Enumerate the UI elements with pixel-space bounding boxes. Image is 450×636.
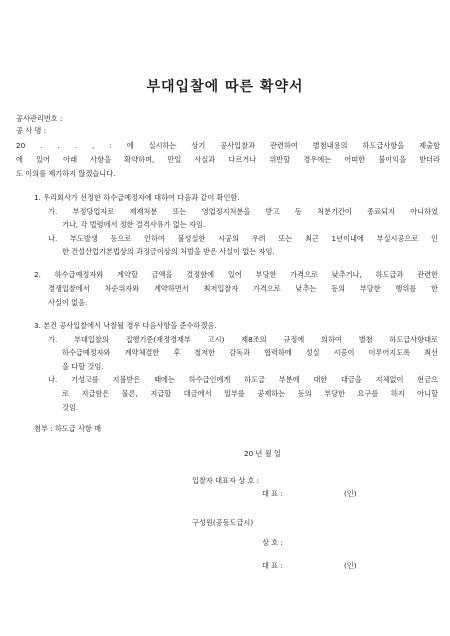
section-1-heading: 1. 우리회사가 선정한 하수급예정자에 대하여 다음과 같이 확인함. <box>34 193 240 202</box>
member-group-label: 구성원(공동도급시) <box>192 518 254 527</box>
intro-line-2: 에 있어 아래 사항을 확약하며, 만일 사실과 다르거나 위반할 경우에는 어떠한 불이익을 받더라 <box>16 155 440 164</box>
attachment-line: 첨부 : 하도급 사항 매 <box>34 424 102 433</box>
representative-label: 대 표 : <box>262 489 283 498</box>
section-3-item-a-line-1: 가. 부대입찰의 집행기준(재정경제부 고시) 제8조의 규정에 의하여 별첨 하도급사항대로 <box>48 335 438 344</box>
section-2-line-2: 경쟁입찰에서 차순위자와 계약하면서 최저입찰자 가격으로 낮추는 등의 부당한 행위를 한 <box>48 284 438 293</box>
contract-name-label: 공 사 명 : <box>16 126 47 135</box>
section-3-item-a-line-3: 을 다할 것임. <box>62 362 104 371</box>
intro-line-1: 20 . . . , : 에 실시하는 상기 공사입찰과 관련하여 별첨내용의 하도급사항을 제출함 <box>16 141 440 150</box>
date-line: 20 년 월 일 <box>244 449 281 458</box>
section-3-item-b-line-1: 나. 기성고를 지불받은 때에는 하수급인에게 하도급 부분에 대한 대금을 지체없이 현금으 <box>48 375 438 384</box>
section-3-item-a-line-2: 하수급예정자와 계약체결한 후 철저한 감독과 협력하에 성실 시공이 이루어지도록 최선 <box>62 348 438 357</box>
representative-2-label: 대 표 : <box>262 561 283 570</box>
intro-line-3: 도 이의를 제기하지 않겠습니다. <box>16 169 116 178</box>
seal-mark-2: (인) <box>344 561 357 570</box>
section-1-item-b-line-2: 한 건설산업기본법상의 과징금이상의 처벌을 받은 사실이 없는 자임. <box>62 247 275 256</box>
section-2-line-3: 사실이 없음. <box>48 298 88 307</box>
section-1-item-b-line-1: 나. 부도발생 등으로 인하여 불성실한 시공의 우려 또는 최근 1년이내에 부실시공으로 인 <box>48 234 438 243</box>
section-1-item-a-line-2: 거나, 각 법령에서 정한 결격사유가 없는 자임. <box>62 220 206 229</box>
seal-mark-1: (인) <box>344 489 357 498</box>
section-1-item-a-line-1: 가. 부정당업자로 제재처분 또는 영업정지처분을 받고 동 처분기간이 종료되지 아니하였 <box>48 207 438 216</box>
section-3-heading: 3. 본건 공사입찰에서 낙찰될 경우 다음사항을 준수하겠음. <box>34 321 217 330</box>
contract-number-label: 공사관리번호 : <box>16 114 63 123</box>
company-name-label: 상 호 : <box>262 538 283 547</box>
section-3-item-b-line-3: 것임. <box>62 403 79 412</box>
page-title: 부대입찰에 따른 확약서 <box>146 79 304 95</box>
section-3-item-b-line-2: 로 지급함은 물론, 지급할 대금에서 일부를 공제하는 등의 부당한 요구를 하지 아니할 <box>62 389 438 398</box>
bidder-representative-label: 입찰자 대표자 상 호 : <box>192 476 260 485</box>
section-2-line-1: 2. 하수급예정자와 계약할 금액을 결정함에 있어 부당한 가격으로 낮추거나, 하도급과 관련한 <box>34 270 438 279</box>
